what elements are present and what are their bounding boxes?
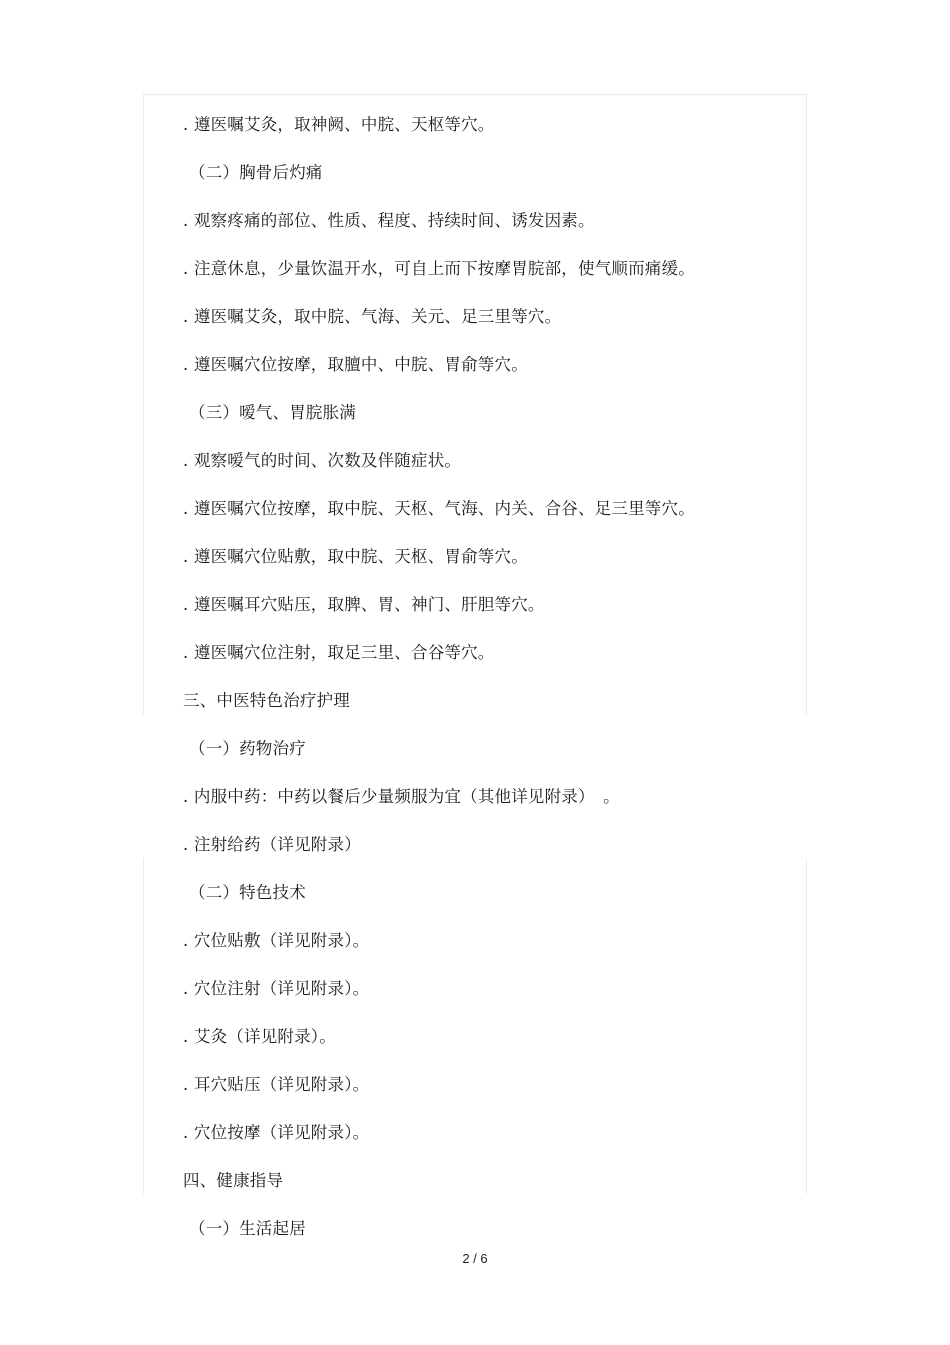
subsection-heading: （一）生活起居 bbox=[189, 1219, 306, 1238]
subsection-heading: （二）特色技术 bbox=[189, 883, 306, 902]
subsection-heading: （一）药物治疗 bbox=[189, 739, 306, 758]
subsection-heading: （二）胸骨后灼痛 bbox=[189, 163, 323, 182]
list-item: . 遵医嘱穴位注射，取足三里、合谷等穴。 bbox=[183, 643, 495, 662]
list-item: . 遵医嘱穴位按摩，取膻中、中脘、胃俞等穴。 bbox=[183, 355, 528, 374]
section-heading: 三、中医特色治疗护理 bbox=[183, 691, 350, 710]
list-item: . 内服中药：中药以餐后少量频服为宜（其他详见附录） 。 bbox=[183, 787, 620, 806]
list-item: . 遵医嘱穴位贴敷，取中脘、天枢、胃俞等穴。 bbox=[183, 547, 528, 566]
document-body bbox=[183, 112, 803, 1264]
frame-right-line-2 bbox=[806, 858, 807, 1194]
list-item: . 注意休息，少量饮温开水，可自上而下按摩胃脘部，使气顺而痛缓。 bbox=[183, 259, 695, 278]
list-item: . 注射给药（详见附录） bbox=[183, 835, 361, 854]
list-item: . 观察嗳气的时间、次数及伴随症状。 bbox=[183, 451, 462, 470]
section-heading: 四、健康指导 bbox=[183, 1171, 284, 1190]
list-item: . 遵医嘱艾灸，取神阙、中脘、天枢等穴。 bbox=[183, 115, 495, 134]
frame-right-line bbox=[806, 94, 807, 715]
list-item: . 遵医嘱穴位按摩，取中脘、天枢、气海、内关、合谷、足三里等穴。 bbox=[183, 499, 695, 518]
page-number: 2 / 6 bbox=[462, 1251, 488, 1266]
frame-top-line bbox=[143, 94, 807, 95]
subsection-heading: （三）嗳气、胃脘胀满 bbox=[189, 403, 356, 422]
list-item: . 穴位贴敷（详见附录）。 bbox=[183, 931, 370, 950]
frame-left-line bbox=[143, 94, 144, 715]
list-item: . 遵医嘱艾灸，取中脘、气海、关元、足三里等穴。 bbox=[183, 307, 562, 326]
list-item: . 穴位注射（详见附录）。 bbox=[183, 979, 370, 998]
list-item: . 观察疼痛的部位、性质、程度、持续时间、诱发因素。 bbox=[183, 211, 595, 230]
list-item: . 遵医嘱耳穴贴压，取脾、胃、神门、肝胆等穴。 bbox=[183, 595, 545, 614]
list-item: . 穴位按摩（详见附录）。 bbox=[183, 1123, 370, 1142]
frame-left-line-2 bbox=[143, 858, 144, 1194]
list-item: . 艾灸（详见附录）。 bbox=[183, 1027, 336, 1046]
list-item: . 耳穴贴压（详见附录）。 bbox=[183, 1075, 370, 1094]
